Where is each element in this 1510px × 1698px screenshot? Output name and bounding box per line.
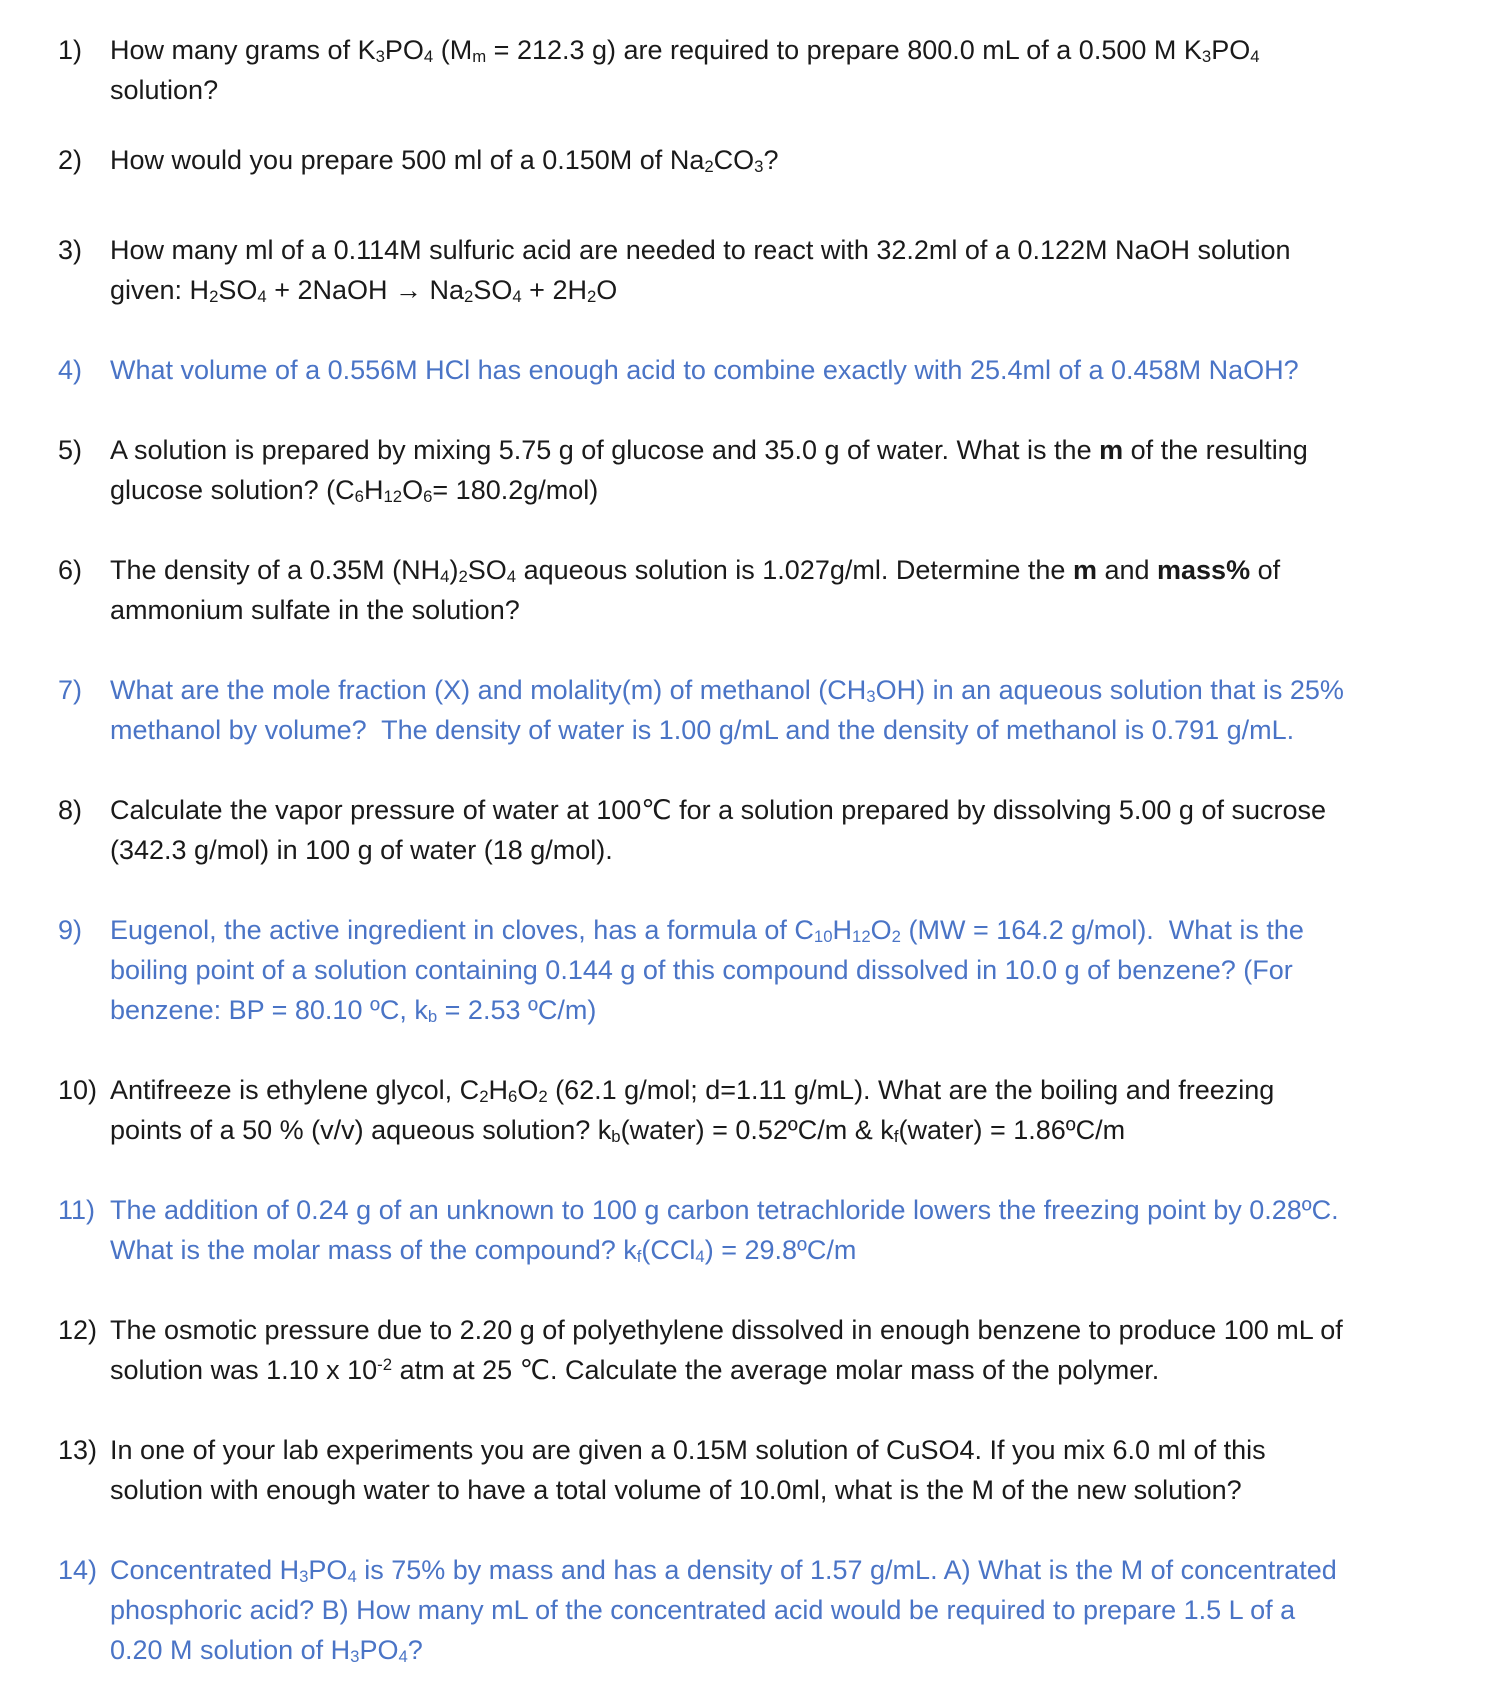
question-2 — [58, 140, 1498, 180]
question-5 — [58, 430, 1498, 510]
question-number: 14) — [58, 1555, 98, 1585]
question-10 — [58, 1070, 1498, 1150]
question-11 — [58, 1190, 1498, 1270]
question-3 — [58, 230, 1498, 310]
question-text: Concentrated $H_3PO_4$ is 75% by mass and has a density of 1.57 g/mL. A) What is the M of concentrated phosphoric acid? B) How many mL of the concentrated acid would be required to prepare 1.5 L of a 0.20 M solution of $H_3PO_4$? — [110, 1555, 1337, 1666]
question-text: The osmotic pressure due to 2.20 g of polyethylene dissolved in enough benzene to produce 100 mL of solution was 1.10 x $10^{-2}$ atm at 25 ℃. Calculate the average molar mass of the polymer. — [110, 1315, 1343, 1385]
question-text: How would you prepare 500 ml of a 0.150M of $Na_2CO_3$? — [110, 145, 779, 176]
question-text: Antifreeze is ethylene glycol, $C_2H_6O_2$ (62.1 g/mol; d=1.11 g/mL). What are the boiling and freezing points of a 50 % (v/v) aqueous solution? $k_b(water)$ = 0.52ºC/m & $k_f(water)$ = 1.86ºC/m — [110, 1075, 1275, 1146]
question-text: Calculate the vapor pressure of water at 100℃ for a solution prepared by dissolving 5.00 g of sucrose (342.3 g/mol) in 100 g of water (18 g/mol). — [110, 795, 1327, 865]
question-text: The addition of 0.24 g of an unknown to 100 g carbon tetrachloride lowers the freezing point by 0.28ºC. What is the molar mass of the compound? $k_f(CCl_4)$ = 29.8ºC/m — [110, 1195, 1339, 1266]
question-number: 2) — [58, 145, 83, 175]
question-number: 5) — [58, 435, 83, 465]
question-7 — [58, 670, 1498, 750]
question-text: The density of a 0.35M $(NH_4)_2SO_4$ aqueous solution is 1.027g/ml. Determine the m and mass% of ammonium sulfate in the solution? — [110, 555, 1281, 625]
question-number: 10) — [58, 1075, 98, 1105]
question-13 — [58, 1430, 1498, 1510]
question-text: What are the mole fraction (X) and molality(m) of methanol $(CH_3OH)$ in an aqueous solution that is 25% methanol by volume? The density of water is 1.00 g/mL and the density of methanol is 0.791 g/mL. — [110, 675, 1344, 745]
question-text: How many grams of $K_3PO_4$ ($M_m = 212.3$ g) are required to prepare 800.0 mL of a 0.500 M $K_3PO_4$ solution? — [110, 35, 1260, 105]
question-1 — [58, 30, 1498, 110]
question-number: 4) — [58, 355, 83, 385]
question-12 — [58, 1310, 1498, 1390]
question-4 — [58, 350, 1498, 390]
question-6 — [58, 550, 1498, 630]
question-text: What volume of a 0.556M HCl has enough acid to combine exactly with 25.4ml of a 0.458M NaOH? — [110, 355, 1299, 385]
question-number: 9) — [58, 915, 83, 945]
question-number: 3) — [58, 235, 83, 265]
question-8 — [58, 790, 1498, 870]
question-14 — [58, 1550, 1498, 1670]
question-number: 13) — [58, 1435, 98, 1465]
question-number: 1) — [58, 35, 83, 65]
question-number: 6) — [58, 555, 83, 585]
question-9 — [58, 910, 1498, 1030]
question-text: A solution is prepared by mixing 5.75 g of glucose and 35.0 g of water. What is the m of the resulting glucose solution? $(C_6H_{12}O_6= 180.2g/mol)$ — [110, 435, 1308, 506]
question-text: In one of your lab experiments you are given a 0.15M solution of CuSO4. If you mix 6.0 ml of this solution with enough water to have a total volume of 10.0ml, what is the M of the new solution? — [110, 1435, 1266, 1505]
question-number: 8) — [58, 795, 83, 825]
question-number: 12) — [58, 1315, 98, 1345]
question-text: How many ml of a 0.114M sulfuric acid are needed to react with 32.2ml of a 0.122M NaOH solution given: $H_2SO_4$ + 2NaOH → $Na_2SO_4 + 2H_2O$ — [110, 235, 1291, 306]
question-number: 7) — [58, 675, 83, 705]
question-text: Eugenol, the active ingredient in cloves, has a formula of $C_{10}H_{12}O_2$ (MW = 164.2 g/mol). What is the boiling point of a solution containing 0.144 g of this compound dissolved in 10.0 g of benzene? (For benzene: BP = 80.10 ºC, $k_b = 2.53$ ºC/m) — [110, 915, 1304, 1026]
question-number: 11) — [58, 1195, 96, 1225]
